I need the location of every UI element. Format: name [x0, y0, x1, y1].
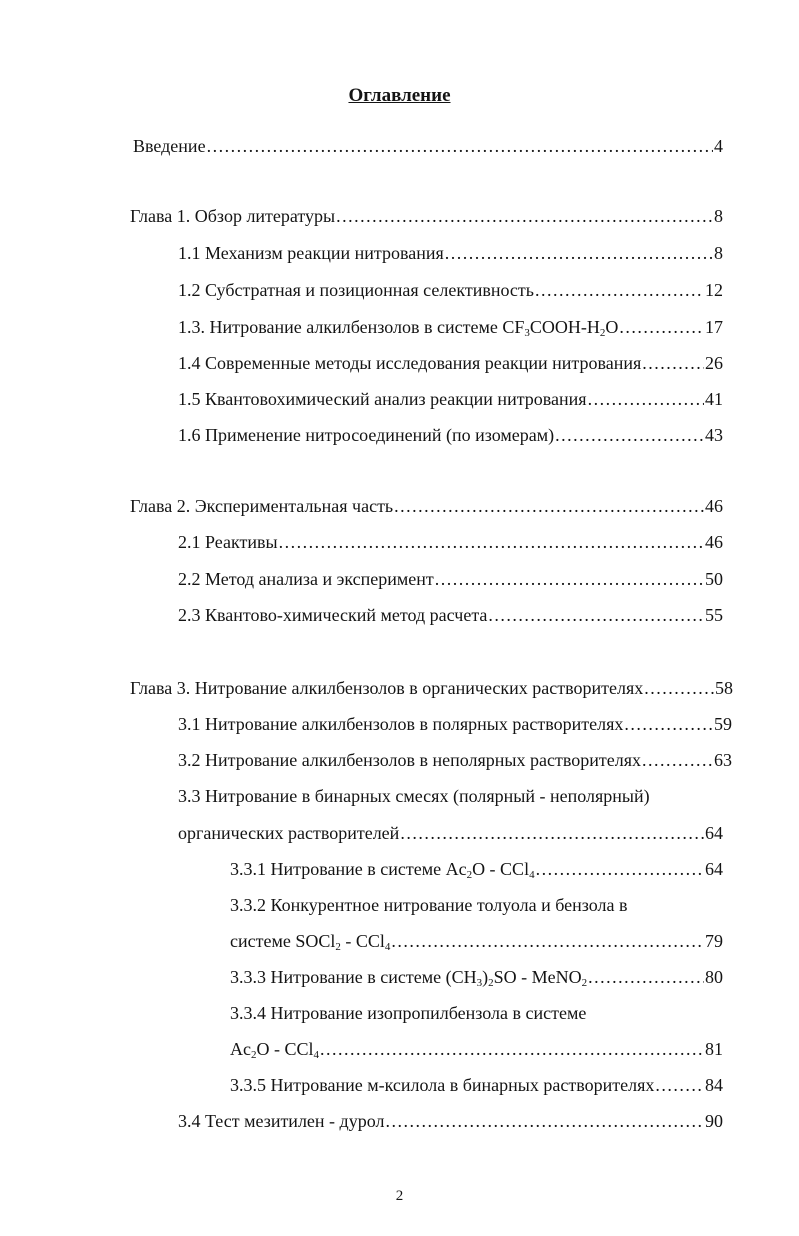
- toc-entry-3-4: [178, 1108, 723, 1134]
- leader-dots: [655, 1072, 704, 1098]
- toc-entry-2-1: [178, 529, 723, 555]
- toc-entry-page: 41: [705, 389, 723, 409]
- toc-entry-page: 46: [705, 496, 723, 516]
- toc-entry-3-3-2-continued: [230, 928, 723, 954]
- toc-entry-text: 2.1 Реактивы: [178, 532, 278, 552]
- toc-entry-page: 81: [705, 1039, 723, 1059]
- leader-dots: [644, 675, 714, 701]
- leader-dots: [536, 856, 704, 882]
- toc-entry-text: 3.1 Нитрование алкилбензолов в полярных растворителях: [178, 714, 624, 734]
- leader-dots: [642, 350, 704, 376]
- toc-entry-page: 79: [705, 931, 723, 951]
- toc-entry-text: системе SOCl$_2$ - CCl$_4$: [230, 931, 391, 953]
- leader-dots: [385, 1108, 704, 1134]
- toc-entry-text: Глава 2. Экспериментальная часть: [130, 496, 394, 516]
- toc-entry-text: 1.1 Механизм реакции нитрования: [178, 243, 444, 263]
- leader-dots: [400, 820, 704, 846]
- toc-entry-text: 2.2 Метод анализа и эксперимент: [178, 569, 434, 589]
- toc-entry-2-2: [178, 566, 723, 592]
- leader-dots: [391, 928, 704, 954]
- toc-entry-page: 46: [705, 532, 723, 552]
- toc-entry-3-3-4: [230, 1000, 586, 1026]
- toc-entry-3-3-4-continued: [230, 1036, 723, 1062]
- toc-entry-page: 59: [714, 714, 732, 734]
- leader-dots: [207, 133, 713, 159]
- toc-entry-page: 17: [705, 317, 723, 337]
- toc-entry-text: 3.3.4 Нитрование изопропилбензола в системе: [230, 1003, 587, 1023]
- toc-entry-text: 1.6 Применение нитросоединений (по изомерам): [178, 425, 555, 445]
- toc-entry-text: 3.3 Нитрование в бинарных смесях (полярный - неполярный): [178, 786, 650, 806]
- toc-entry-text: 3.2 Нитрование алкилбензолов в неполярных растворителях: [178, 750, 641, 770]
- leader-dots: [279, 529, 704, 555]
- leader-dots: [555, 422, 704, 448]
- page-number: 2: [395, 1188, 404, 1204]
- toc-entry-chapter-3: [130, 675, 733, 701]
- toc-entry-3-3-continued: [178, 820, 723, 846]
- toc-entry-page: 84: [705, 1075, 723, 1095]
- toc-entry-text: органических растворителей: [178, 823, 400, 843]
- toc-entry-page: 63: [714, 750, 732, 770]
- toc-entry-text: Введение: [133, 136, 206, 156]
- toc-entry-page: 12: [705, 280, 723, 300]
- leader-dots: [535, 277, 704, 303]
- leader-dots: [488, 602, 704, 628]
- toc-entry-text: 3.3.5 Нитрование м-ксилола в бинарных растворителях: [230, 1075, 655, 1095]
- toc-entry-page: 90: [705, 1111, 723, 1131]
- toc-entry-3-3-5: [230, 1072, 723, 1098]
- toc-entry-text: 1.5 Квантовохимический анализ реакции нитрования: [178, 389, 587, 409]
- toc-entry-page: 26: [705, 353, 723, 373]
- toc-entry-page: 64: [705, 859, 723, 879]
- leader-dots: [320, 1036, 704, 1062]
- leader-dots: [624, 711, 713, 737]
- leader-dots: [588, 964, 704, 990]
- toc-entry-text: 3.3.3 Нитрование в системе $(CH_3)_2SO$ - MeNO$_2$: [230, 967, 588, 989]
- leader-dots: [394, 493, 704, 519]
- toc-entry-1-5: [178, 386, 723, 412]
- toc-entry-3-3-3: [230, 964, 723, 990]
- leader-dots: [619, 314, 704, 340]
- toc-entry-2-3: [178, 602, 723, 628]
- leader-dots: [435, 566, 704, 592]
- toc-entry-chapter-2: [130, 493, 723, 519]
- toc-entry-page: 4: [714, 136, 723, 156]
- toc-entry-3-3-1: [230, 856, 723, 882]
- leader-dots: [642, 747, 713, 773]
- toc-entry-page: 43: [705, 425, 723, 445]
- toc-entry-1-2: [178, 277, 723, 303]
- toc-entry-page: 80: [705, 967, 723, 987]
- toc-entry-text: Глава 3. Нитрование алкилбензолов в органических растворителях: [130, 678, 644, 698]
- toc-entry-text: 1.3. Нитрование алкилбензолов в системе $CF_3COOH-H_2O$: [178, 317, 619, 339]
- leader-dots: [588, 386, 704, 412]
- toc-entry-text: 1.2 Субстратная и позиционная селективность: [178, 280, 534, 300]
- toc-entry-text: $Ac_2O - CCl_4$: [230, 1039, 320, 1061]
- toc-entry-introduction: [133, 133, 723, 159]
- page-title: Оглавление: [348, 85, 451, 106]
- toc-entry-chapter-1: [130, 203, 723, 229]
- toc-entry-text: 3.3.2 Конкурентное нитрование толуола и бензола в: [230, 895, 628, 915]
- leader-dots: [445, 240, 713, 266]
- toc-entry-3-3-2: [230, 892, 628, 918]
- toc-entry-page: 8: [714, 206, 723, 226]
- toc-entry-3-1: [178, 711, 732, 737]
- toc-entry-text: 2.3 Квантово-химический метод расчета: [178, 605, 488, 625]
- toc-entry-3-2: [178, 747, 732, 773]
- toc-entry-text: 3.4 Тест мезитилен - дурол: [178, 1111, 385, 1131]
- toc-entry-page: 8: [714, 243, 723, 263]
- toc-entry-3-3: [178, 783, 650, 809]
- toc-entry-page: 55: [705, 605, 723, 625]
- toc-entry-1-6: [178, 422, 723, 448]
- toc-entry-page: 50: [705, 569, 723, 589]
- toc-entry-page: 64: [705, 823, 723, 843]
- toc-entry-1-1: [178, 240, 723, 266]
- toc-entry-text: Глава 1. Обзор литературы: [130, 206, 336, 226]
- toc-entry-text: 1.4 Современные методы исследования реакции нитрования: [178, 353, 642, 373]
- toc-entry-text: 3.3.1 Нитрование в системе $Ac_2O - CCl_4$: [230, 859, 535, 881]
- leader-dots: [336, 203, 713, 229]
- toc-entry-page: 58: [715, 678, 733, 698]
- toc-entry-1-3: [178, 314, 723, 340]
- toc-entry-1-4: [178, 350, 723, 376]
